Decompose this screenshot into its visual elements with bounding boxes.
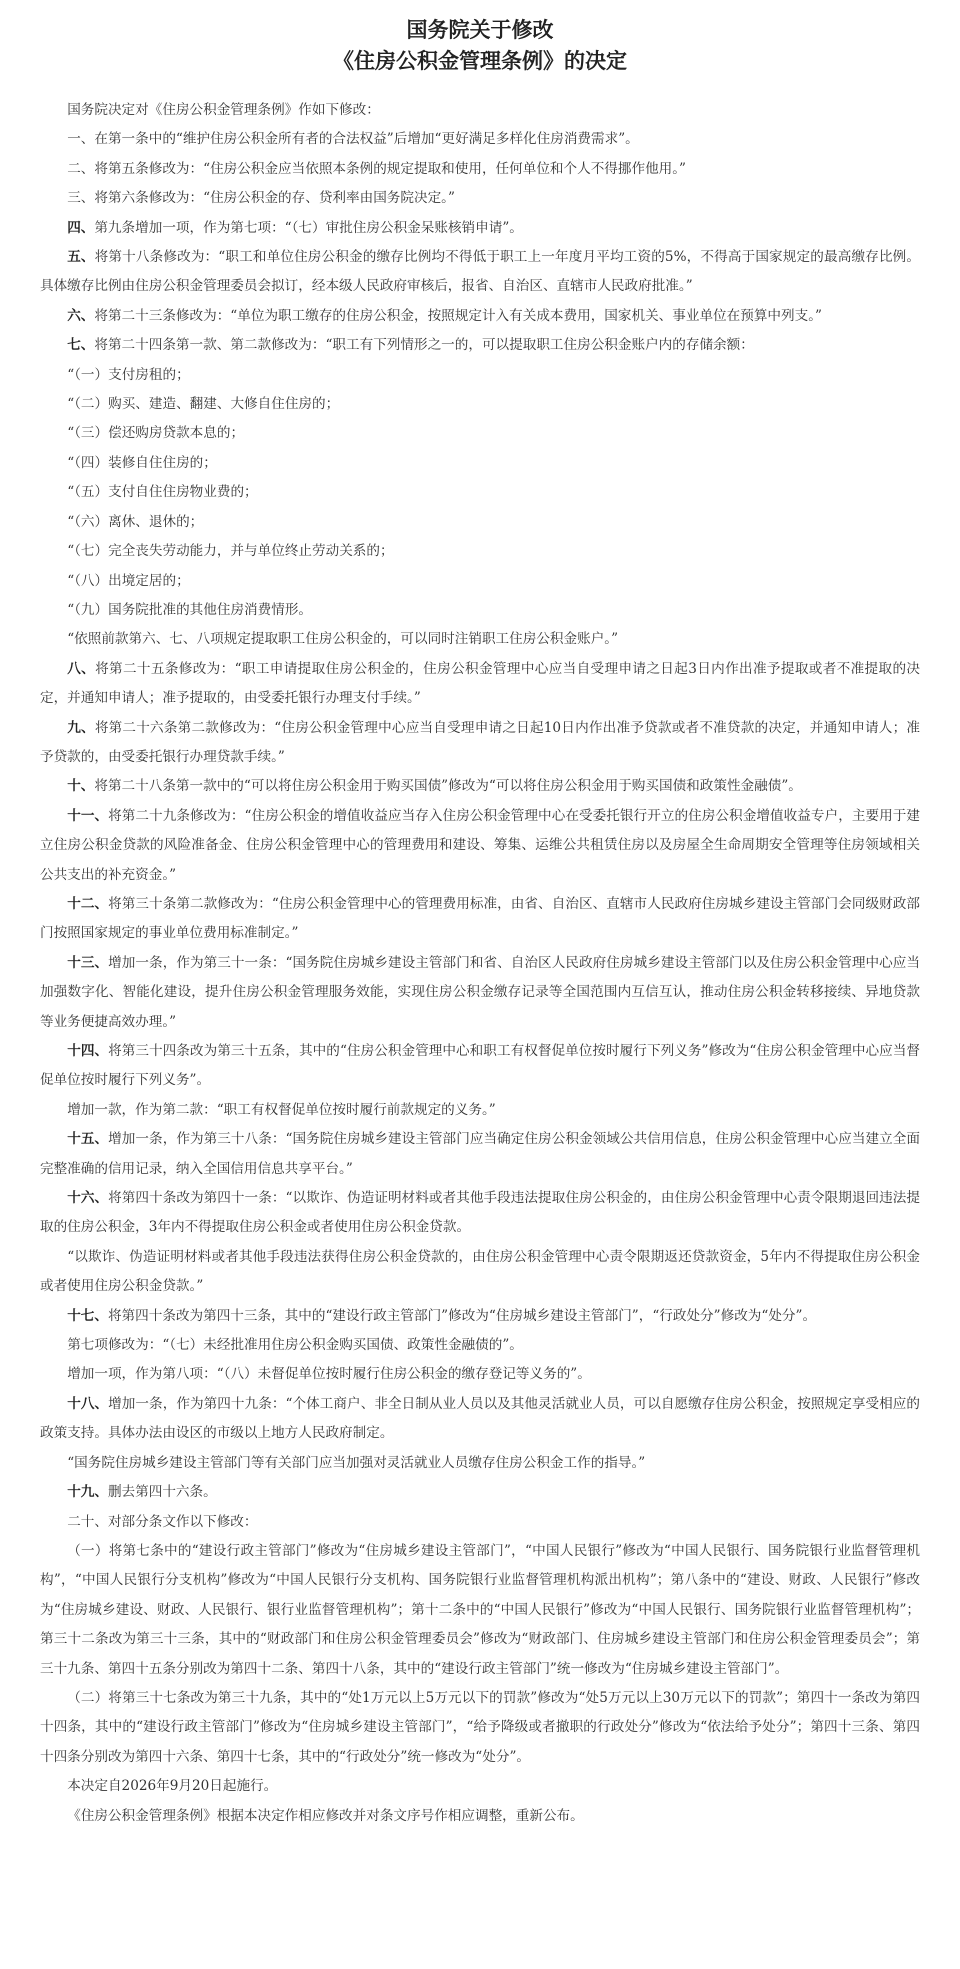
paragraph — [40, 714, 920, 773]
item-number: 十五、 — [67, 1131, 109, 1148]
paragraph — [40, 1360, 920, 1389]
item-number: 八、 — [67, 660, 96, 677]
paragraph — [40, 655, 920, 714]
paragraph — [40, 419, 920, 448]
paragraph-text: 增加一条，作为第三十一条：“国务院住房城乡建设主管部门和省、自治区人民政府住房城乡建设主管部门以及住房公积金管理中心应当加强数字化、智能化建设，提升住房公积金管理服务效能，实现住房公积金缴存记录等全国范围内互信互认，推动住房公积金转移接续、异地贷款等业务便捷高效办理。” — [40, 954, 921, 1030]
paragraph — [40, 96, 920, 125]
paragraph-text: 一、在第一条中的“维护住房公积金所有者的合法权益”后增加“更好满足多样化住房消费需求”。 — [67, 131, 639, 148]
paragraph-text: “（六）离休、退休的； — [67, 513, 204, 530]
title-line-1: 国务院关于修改 — [406, 17, 554, 42]
item-number: 九、 — [67, 719, 95, 736]
paragraph-text: 国务院决定对《住房公积金管理条例》作如下修改： — [67, 102, 380, 118]
paragraph-text: “（四）装修自住住房的； — [67, 454, 217, 471]
paragraph-text: “（七）完全丧失劳动能力，并与单位终止劳动关系的； — [67, 543, 394, 560]
paragraph — [40, 890, 920, 949]
paragraph-text: 将第三十条第二款修改为：“住房公积金管理中心的管理费用标准，由省、自治区、直辖市人民政府住房城乡建设主管部门会同级财政部门按照国家规定的事业单位费用标准制定。” — [40, 895, 921, 942]
paragraph — [40, 331, 920, 360]
paragraph-text: （一）将第七条中的“建设行政主管部门”修改为“住房城乡建设主管部门”，“中国人民银行”修改为“中国人民银行、国务院银行业监督管理机构”，“中国人民银行分支机构”修改为“中国人民银行分支机构、国务院银行业监督管理机构派出机构”；第八条中的“建设、财政、人民银行”修改为“住房城乡建设、财政、人民银行、银行业监督管理机构”；第十二条中的“中国人民银行”修改为“中国人民银行、国务院银行业监督管理机构”；第三十二条改为第三十三条，其中的“财政部门和住房公积金管理委员会”修改为“财政部门、住房城乡建设主管部门和住房公积金管理委员会”；第三十九条、第四十五条分别改为第四十二条、第四十八条，其中的“建设行政主管部门”统一修改为“住房城乡建设主管部门”。 — [40, 1542, 920, 1677]
paragraph-text: 将第四十条改为第四十一条：“以欺诈、伪造证明材料或者其他手段违法提取住房公积金的，由住房公积金管理中心责令限期退回违法提取的住房公积金，3年内不得提取住房公积金或者使用住房公积金贷款。 — [40, 1190, 921, 1236]
paragraph — [40, 508, 920, 537]
paragraph — [40, 537, 920, 566]
paragraph-text: “依照前款第六、七、八项规定提取职工住房公积金的，可以同时注销职工住房公积金账户。” — [67, 631, 619, 648]
paragraph — [40, 1802, 920, 1831]
paragraph-text: “（二）购买、建造、翻建、大修自住住房的； — [67, 396, 340, 413]
paragraph — [40, 1478, 920, 1507]
paragraph-text: 将第二十六条第二款修改为：“住房公积金管理中心应当自受理申请之日起10日内作出准予贷款或者不准贷款的决定，并通知申请人；准予贷款的，由受委托银行办理贷款手续。” — [40, 719, 921, 765]
paragraph-text: 增加一项，作为第八项：“（八）未督促单位按时履行住房公积金的缴存登记等义务的”。 — [67, 1366, 591, 1383]
paragraph-text: 增加一条，作为第三十八条：“国务院住房城乡建设主管部门应当确定住房公积金领域公共信用信息，住房公积金管理中心应当建立全面完整准确的信用记录，纳入全国信用信息共享平台。” — [40, 1131, 921, 1177]
item-number: 十二、 — [67, 895, 109, 912]
item-number: 十六、 — [67, 1190, 109, 1207]
paragraph-text: 二十、对部分条文作以下修改： — [67, 1513, 258, 1530]
paragraph — [40, 1772, 920, 1801]
paragraph-text: “以欺诈、伪造证明材料或者其他手段违法获得住房公积金贷款的，由住房公积金管理中心责令限期返还贷款资金，5年内不得提取住房公积金或者使用住房公积金贷款。” — [40, 1248, 920, 1295]
paragraph — [40, 302, 920, 331]
paragraph-text: 将第十八条修改为：“职工和单位住房公积金的缴存比例均不得低于职工上一年度月平均工资的5%，不得高于国家规定的最高缴存比例。具体缴存比例由住房公积金管理委员会拟订，经本级人民政府审核后，报省、自治区、直辖市人民政府批准。” — [40, 249, 921, 295]
item-number: 十四、 — [67, 1043, 109, 1059]
paragraph-text: 《住房公积金管理条例》根据本决定作相应修改并对条文序号作相应调整，重新公布。 — [67, 1807, 584, 1824]
paragraph — [40, 1184, 920, 1243]
paragraph — [40, 243, 920, 302]
paragraph — [40, 1684, 920, 1772]
paragraph — [40, 772, 920, 801]
paragraph — [40, 155, 920, 184]
paragraph — [40, 449, 920, 478]
paragraph — [40, 125, 920, 154]
paragraph — [40, 1449, 920, 1478]
paragraph — [40, 1331, 920, 1360]
item-number: 七、 — [67, 337, 95, 354]
paragraph-text: “国务院住房城乡建设主管部门等有关部门应当加强对灵活就业人员缴存住房公积金工作的指导。” — [67, 1454, 646, 1471]
paragraph-text: “（九）国务院批准的其他住房消费情形。 — [67, 601, 313, 618]
item-number: 六、 — [67, 307, 95, 324]
paragraph — [40, 1125, 920, 1184]
paragraph — [40, 1302, 920, 1331]
paragraph-text: 将第二十四条第一款、第二款修改为：“职工有下列情形之一的，可以提取职工住房公积金账户内的存储余额： — [94, 337, 754, 354]
paragraph — [40, 802, 920, 890]
item-number: 十一、 — [67, 807, 109, 824]
paragraph-text: “（五）支付自住住房物业费的； — [67, 484, 258, 501]
paragraph — [40, 184, 920, 213]
paragraph — [40, 1508, 920, 1537]
document-title — [40, 14, 920, 76]
paragraph-text: 本决定自2026年9月20日起施行。 — [67, 1778, 278, 1795]
paragraph — [40, 1390, 920, 1449]
item-number: 十三、 — [67, 954, 109, 971]
paragraph-text: “（八）出境定居的； — [67, 572, 190, 589]
paragraph-text: 增加一款，作为第二款：“职工有权督促单位按时履行前款规定的义务。” — [67, 1101, 496, 1118]
paragraph-text: 三、将第六条修改为：“住房公积金的存、贷利率由国务院决定。” — [67, 190, 455, 207]
paragraph-text: “（三）偿还购房贷款本息的； — [67, 425, 245, 442]
item-number: 五、 — [67, 249, 95, 266]
item-number: 十七、 — [67, 1307, 108, 1324]
document-body — [40, 96, 920, 1831]
paragraph-text: 将第二十八条第一款中的“可以将住房公积金用于购买国债”修改为“可以将住房公积金用于购买国债和政策性金融债”。 — [94, 778, 802, 795]
paragraph-text: 第九条增加一项，作为第七项：“（七）审批住房公积金呆账核销申请”。 — [94, 219, 523, 236]
paragraph-text: 将第二十三条修改为：“单位为职工缴存的住房公积金，按照规定计入有关成本费用，国家机关、事业单位在预算中列支。” — [94, 307, 822, 324]
paragraph-text: （二）将第三十七条改为第三十九条，其中的“处1万元以上5万元以下的罚款”修改为“处5万元以上30万元以下的罚款”；第四十一条改为第四十四条，其中的“建设行政主管部门”修改为“住房城乡建设主管部门”，“给予降级或者撤职的行政处分”修改为“依法给予处分”；第四十三条、第四十四条分别改为第四十六条、第四十七条，其中的“行政处分”统一修改为“处分”。 — [40, 1689, 920, 1765]
paragraph-text: 二、将第五条修改为：“住房公积金应当依照本条例的规定提取和使用，任何单位和个人不得挪作他用。” — [67, 160, 687, 177]
title-line-2: 《住房公积金管理条例》的决定 — [333, 48, 627, 73]
paragraph — [40, 478, 920, 507]
paragraph-text: 将第二十五条修改为：“职工申请提取住房公积金的，住房公积金管理中心应当自受理申请之日起3日内作出准予提取或者不准提取的决定，并通知申请人；准予提取的，由受委托银行办理支付手续。” — [40, 660, 920, 707]
item-number: 十、 — [67, 778, 95, 795]
paragraph — [40, 214, 920, 243]
item-number: 十九、 — [67, 1484, 108, 1501]
paragraph — [40, 1037, 920, 1096]
item-number: 四、 — [67, 219, 95, 236]
paragraph — [40, 1243, 920, 1302]
paragraph-text: 删去第四十六条。 — [107, 1484, 217, 1501]
paragraph-text: 将第三十四条改为第三十五条，其中的“住房公积金管理中心和职工有权督促单位按时履行下列义务”修改为“住房公积金管理中心应当督促单位按时履行下列义务”。 — [40, 1043, 920, 1089]
item-number: 十八、 — [67, 1395, 109, 1412]
paragraph-text: “（一）支付房租的； — [67, 366, 190, 383]
paragraph — [40, 390, 920, 419]
paragraph-text: 第七项修改为：“（七）未经批准用住房公积金购买国债、政策性金融债的”。 — [67, 1337, 523, 1354]
paragraph — [40, 1537, 920, 1684]
paragraph-text: 将第四十条改为第四十三条，其中的“建设行政主管部门”修改为“住房城乡建设主管部门”，“行政处分”修改为“处分”。 — [107, 1307, 817, 1324]
paragraph — [40, 1096, 920, 1125]
paragraph-text: 增加一条，作为第四十九条：“个体工商户、非全日制从业人员以及其他灵活就业人员，可以自愿缴存住房公积金，按照规定享受相应的政策支持。具体办法由设区的市级以上地方人民政府制定。 — [40, 1395, 921, 1442]
paragraph-text: 将第二十九条修改为：“住房公积金的增值收益应当存入住房公积金管理中心在受委托银行开立的住房公积金增值收益专户，主要用于建立住房公积金贷款的风险准备金、住房公积金管理中心的管理费用和建设、筹集、运维公共租赁住房以及房屋全生命周期安全管理等住房领域相关公共支出的补充资金。” — [40, 807, 921, 883]
paragraph — [40, 625, 920, 654]
paragraph — [40, 596, 920, 625]
paragraph — [40, 949, 920, 1037]
paragraph — [40, 361, 920, 390]
paragraph — [40, 567, 920, 596]
